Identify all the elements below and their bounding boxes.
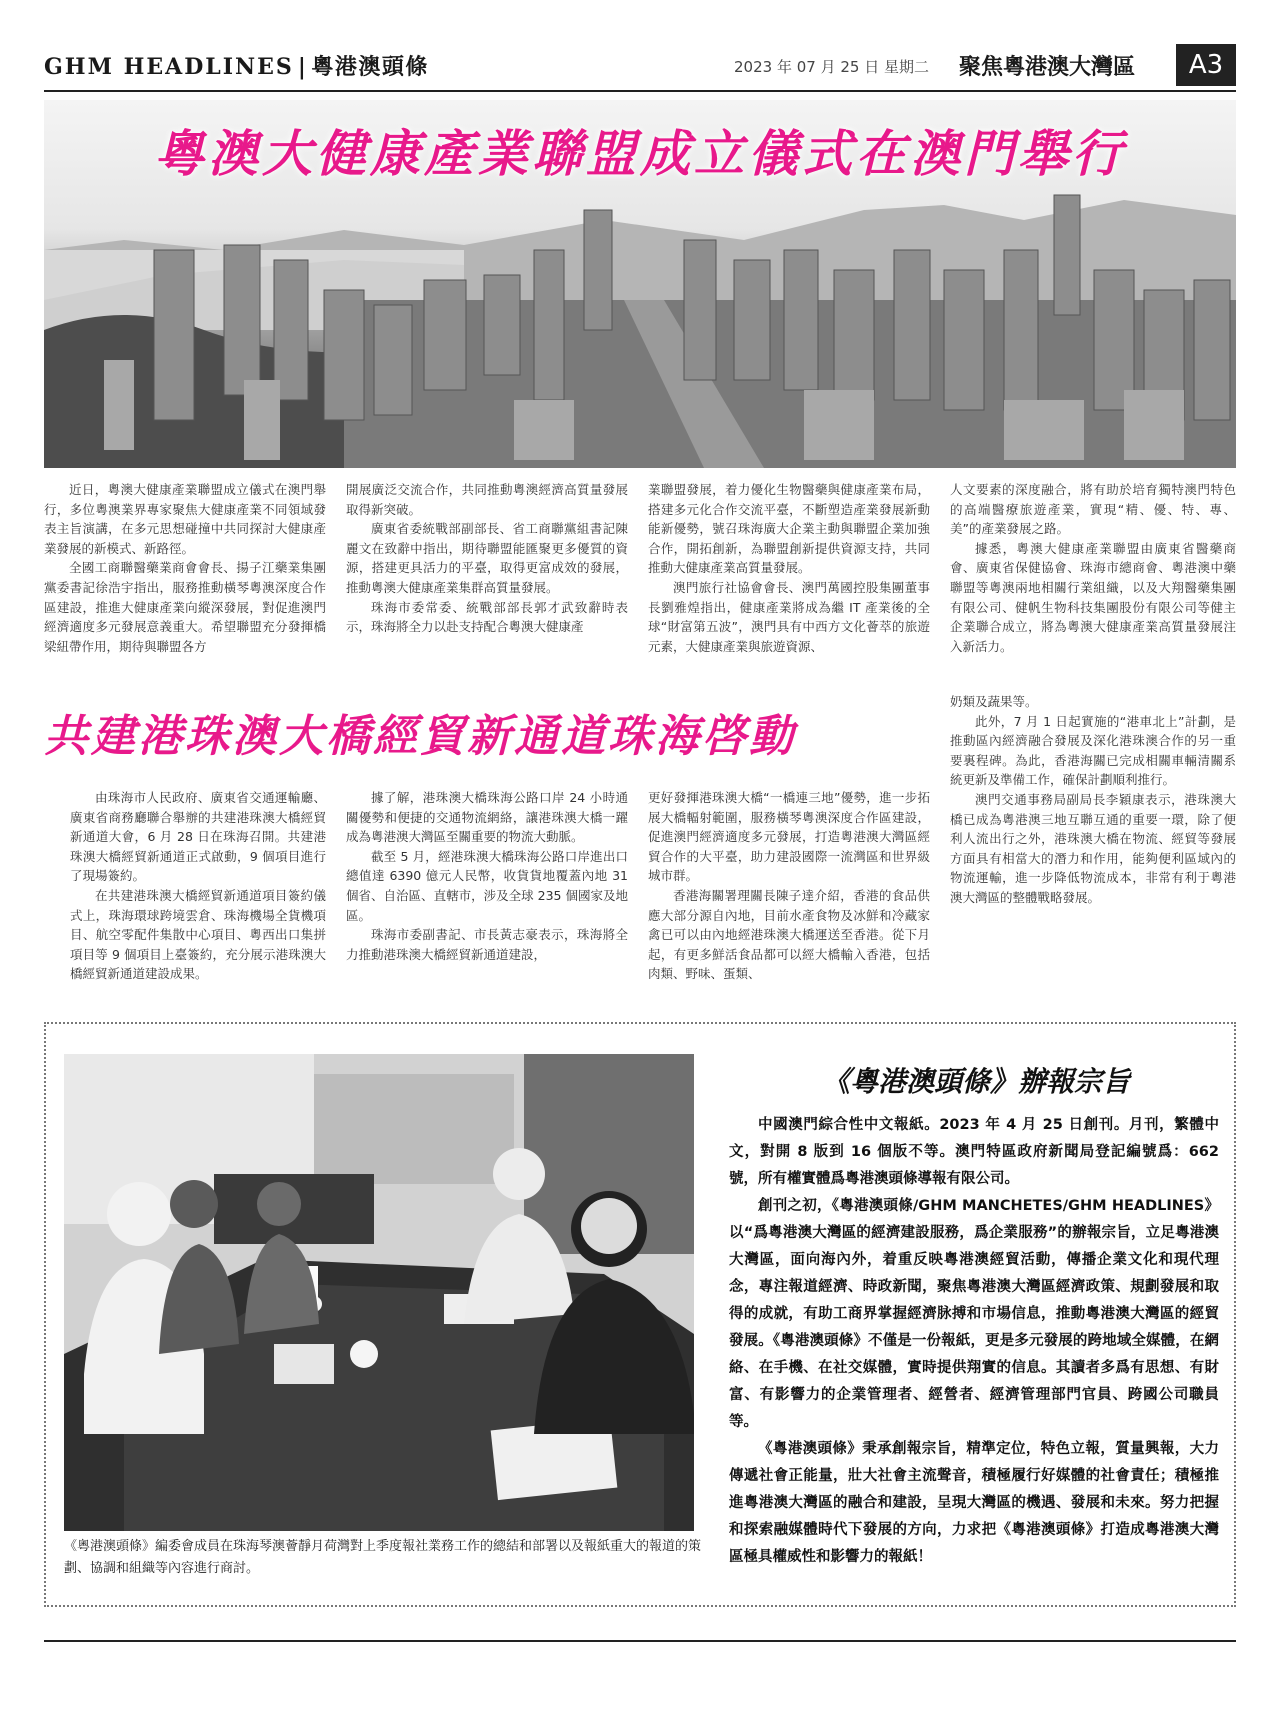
mission-statement: [729, 1112, 1219, 1571]
article2-column-3: [648, 788, 930, 984]
masthead: [44, 44, 1236, 92]
paragraph: 此外，7 月 1 日起實施的“港車北上”計劃，是推動區內經濟融合發展及深化港珠澳合作的另一重要裏程碑。為此，香港海關已完成相關車輛清關系統更新及準備工作，確保計劃順利推行。: [950, 713, 1236, 788]
section-title: 聚焦粵港澳大灣區: [959, 55, 1136, 80]
paragraph: 《粵港澳頭條》秉承創報宗旨，精準定位，特色立報，質量興報，大力傳遞社會正能量，壯大社會主流聲音，積極履行好媒體的社會責任；積極推進粵港澳大灣區的融合和建設，呈現大灣區的機遇、發展和未來。努力把握和探索融媒體時代下發展的方向，力求把《粵港澳頭條》打造成粵港澳大灣區極具權威性和影響力的報紙！: [729, 1441, 1219, 1565]
paragraph: 奶類及蔬果等。: [950, 694, 1038, 709]
paragraph: 人文要素的深度融合，將有助於培育獨特澳門特色的高端醫療旅遊產業，實現“精、優、特、專、美”的產業發展之路。: [950, 482, 1236, 537]
article1-column-1: [44, 480, 326, 656]
issue-date: 2023 年 07 月 25 日 星期二: [734, 58, 929, 76]
masthead-brand: [44, 50, 429, 81]
paragraph: 由珠海市人民政府、廣東省交通運輸廳、廣東省商務廳聯合舉辦的共建港珠澳大橋經貿新通道大會，6 月 28 日在珠海召開。共建港珠澳大橋經貿新通道正式啟動，9 個項目進行了現場簽約。: [70, 790, 326, 884]
paragraph: 創刊之初，《粵港澳頭條/GHM MANCHETES/GHM HEADLINES》以“爲粵港澳大灣區的經濟建設服務，爲企業服務”的辦報宗旨，立足粵港澳大灣區，面向海內外，着重反映粵港澳經貿活動，傳播企業文化和現代理念，專注報道經濟、時政新聞，聚焦粵港澳大灣區經濟政策、規劃發展和取得的成就，有助工商界掌握經濟脉搏和市場信息，推動粵港澳大灣區的經貿發展。《粵港澳頭條》不僅是一份報紙，更是多元發展的跨地域全媒體，在網絡、在手機、在社交媒體，實時提供翔實的信息。其讀者多爲有思想、有財富、有影響力的企業管理者、經營者、經濟管理部門官員、跨國公司職員等。: [729, 1198, 1219, 1430]
brand-separator: |: [297, 54, 308, 80]
brand-name-cn: 粵港澳頭條: [311, 55, 429, 80]
paragraph: 近日，粵澳大健康產業聯盟成立儀式在澳門舉行，多位粵澳業界專家聚焦大健康產業不同領域發表主旨演講，在多元思想碰撞中共同探討大健康產業發展的新模式、新路徑。: [44, 482, 326, 556]
page-number-badge: A3: [1176, 44, 1236, 86]
article2-column-1: [70, 788, 326, 984]
paragraph: 香港海關署理關長陳子達介紹，香港的食品供應大部分源自內地，目前水產食物及冰鮮和冷藏家禽已可以由內地經港珠澳大橋運送至香港。從下月起，有更多鮮活食品都可以經大橋輸入香港，包括肉類、野味、蛋類、: [648, 887, 930, 982]
paragraph: 更好發揮港珠澳大橋“一橋連三地”優勢，進一步拓展大橋輻射範圍，服務橫琴粵澳深度合作區建設，促進澳門經濟適度多元發展，打造粵港澳大灣區經貿合作的大平臺，助力建設國際一流灣區和世界級城市群。: [648, 790, 930, 884]
paragraph: 廣東省委統戰部副部長、省工商聯黨組書記陳麗文在致辭中指出，期待聯盟能匯聚更多優質的資源，搭建更具活力的平臺，取得更富成效的發展，推動粵澳大健康產業集群高質量發展。: [346, 521, 628, 595]
paragraph: 珠海市委常委、統戰部部長郭才武致辭時表示，珠海將全力以赴支持配合粵澳大健康產: [346, 599, 628, 635]
paragraph: 截至 5 月，經港珠澳大橋珠海公路口岸進出口總值達 6390 億元人民幣，收貨貨地覆蓋內地 31 個省、自治區、直轄市，涉及全球 235 個國家及地區。: [346, 848, 628, 923]
footer-rule: [44, 1640, 1236, 1642]
brand-name: GHM HEADLINES: [44, 54, 294, 80]
paragraph: 全國工商聯醫藥業商會會長、揚子江藥業集團黨委書記徐浩宇指出，服務推動橫琴粵澳深度合作區建設，推進大健康產業向縱深發展，對促進澳門經濟適度多元發展意義重大。希望聯盟充分發揮橋梁紐帶作用，期待與聯盟各方: [44, 560, 326, 654]
mission-title: 《粵港澳頭條》辦報宗旨: [821, 1065, 1130, 1098]
paragraph: 澳門旅行社協會會長、澳門萬國控股集團董事長劉雅煌指出，健康產業將成為繼 IT 產業後的全球“財富第五波”，澳門具有中西方文化薈萃的旅遊元素，大健康產業與旅遊資源、: [648, 579, 930, 654]
headline-bridge-trade-channel: 共建港珠澳大橋經貿新通道珠海啓動: [44, 711, 796, 762]
article1-column-3: [648, 480, 930, 656]
article2-column-2: [346, 788, 628, 964]
hero-cityscape-photo: [44, 100, 1236, 468]
editorial-meeting-photo: [64, 1054, 694, 1531]
photo-caption: 《粵港澳頭條》編委會成員在珠海琴澳薈靜月荷灣對上季度報社業務工作的總結和部署以及報紙重大的報道的策劃、協調和組織等內容進行商討。: [64, 1539, 702, 1576]
paragraph: 澳門交通事務局副局長李穎康表示，港珠澳大橋已成為粵港澳三地互聯互通的重要一環，除了便利人流出行之外，港珠澳大橋在物流、經貿等發展方面具有相當大的潛力和作用，能夠便利區域內的物流運輸，進一步降低物流成本，非常有利于粵港澳大灣區的整體戰略發展。: [950, 791, 1236, 905]
article2-column-4: [950, 692, 1236, 908]
paragraph: 據悉，粵澳大健康產業聯盟由廣東省醫藥商會、廣東省保健協會、珠海市總商會、粵港澳中藥聯盟等粵澳兩地相關行業組織，以及大翔醫藥集團有限公司、健帆生物科技集團股份有限公司等健主企業聯合成立，將為粵澳大健康產業高質量發展注入新活力。: [950, 540, 1236, 654]
paragraph: 開展廣泛交流合作，共同推動粵澳經濟高質量發展取得新突破。: [346, 482, 628, 517]
headline-health-alliance: 粵澳大健康產業聯盟成立儀式在澳門舉行: [154, 125, 1126, 183]
paragraph: 中國澳門綜合性中文報紙。2023 年 4 月 25 日創刊。月刊，繁體中文，對開 8 版到 16 個版不等。澳門特區政府新聞局登記編號爲：662 號，所有權實體爲粵港澳頭條導報有限公司。: [729, 1117, 1219, 1187]
paragraph: 業聯盟發展，着力優化生物醫藥與健康產業布局，搭建多元化合作交流平臺，不斷塑造產業發展新動能新優勢，號召珠海廣大企業主動與聯盟企業加強合作，開拓創新，為聯盟創新提供資源支持，共同推動大健康產業高質量發展。: [648, 482, 930, 576]
paragraph: 據了解，港珠澳大橋珠海公路口岸 24 小時通關優勢和便捷的交通物流網絡，讓港珠澳大橋一躍成為粵港澳大灣區至關重要的物流大動脈。: [346, 790, 628, 845]
meeting-illustration: [64, 1054, 694, 1531]
article1-column-4: [950, 480, 1236, 656]
paragraph: 在共建港珠澳大橋經貿新通道項目簽約儀式上，珠海環球跨境雲倉、珠海機場全貨機項目、航空零配件集散中心項目、粵西出口集拼項目等 9 個項目上臺簽約，充分展示港珠澳大橋經貿新通道建設成果。: [70, 887, 326, 982]
mission-box: [44, 1022, 1236, 1607]
article1-column-2: [346, 480, 628, 637]
paragraph: 珠海市委副書記、市長黃志豪表示，珠海將全力推動港珠澳大橋經貿新通道建設，: [346, 927, 628, 962]
